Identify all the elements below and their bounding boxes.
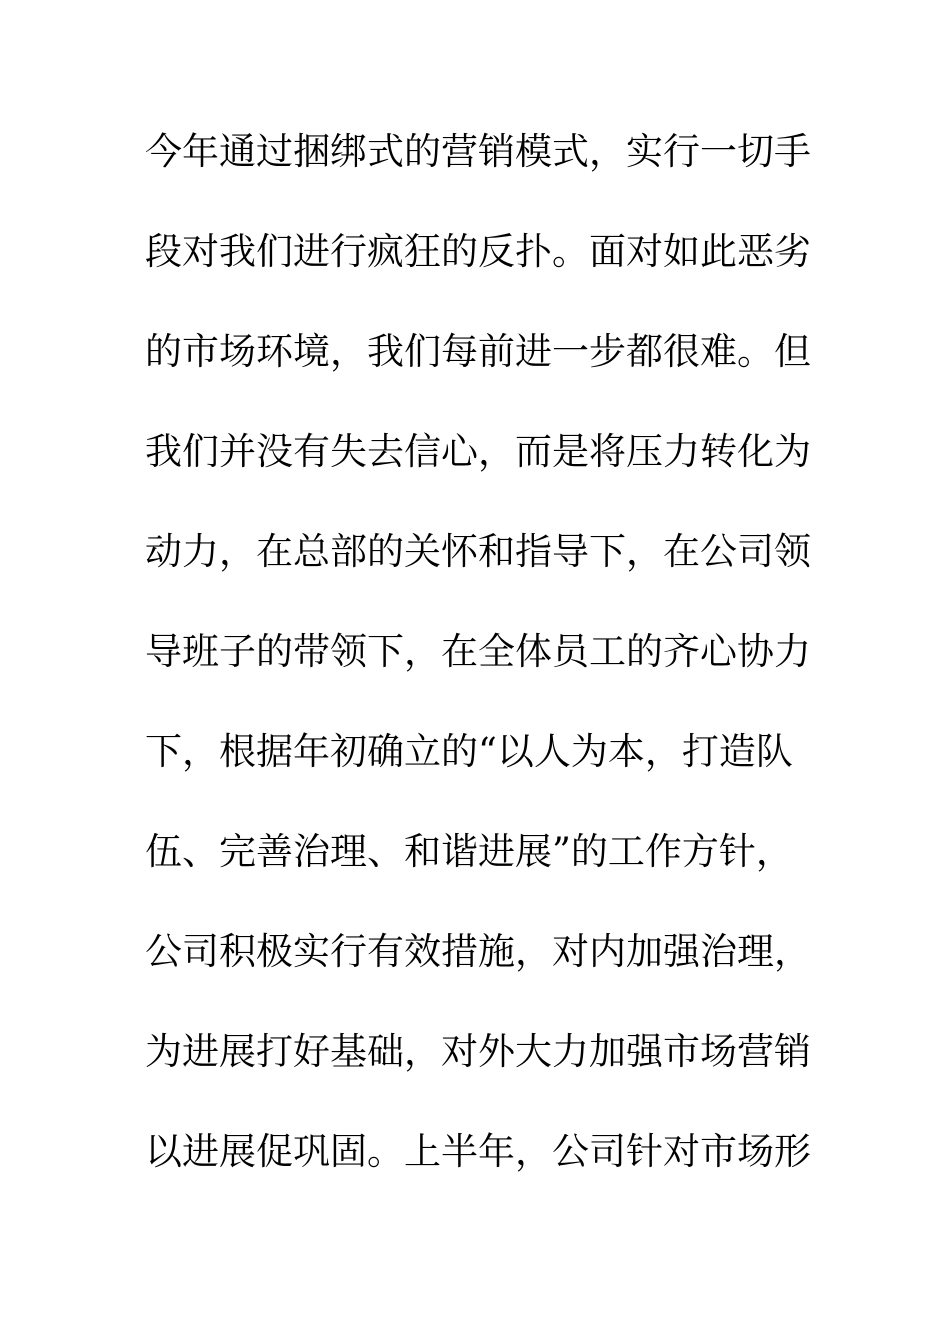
text-line: 的市场环境，我们每前进一步都很难。但 [145,330,811,373]
text-line: 动力，在总部的关怀和指导下，在公司领 [145,530,811,573]
text-line: 段对我们进行疯狂的反扑。面对如此恶劣 [145,230,811,273]
text-line: 下，根据年初确立的“以人为本，打造队 [145,730,793,773]
text-line: 我们并没有失去信心，而是将压力转化为 [145,430,811,473]
text-line: 伍、完善治理、和谐进展”的工作方针， [145,830,793,873]
text-line: 为进展打好基础，对外大力加强市场营销 [145,1030,811,1073]
text-line: 导班子的带领下，在全体员工的齐心协力 [145,630,811,673]
text-line: 公司积极实行有效措施，对内加强治理， [145,930,811,973]
text-line: 今年通过捆绑式的营销模式，实行一切手 [145,130,811,173]
text-line: 以进展促巩固。上半年，公司针对市场形 [145,1130,811,1173]
body-paragraph [145,127,815,1227]
